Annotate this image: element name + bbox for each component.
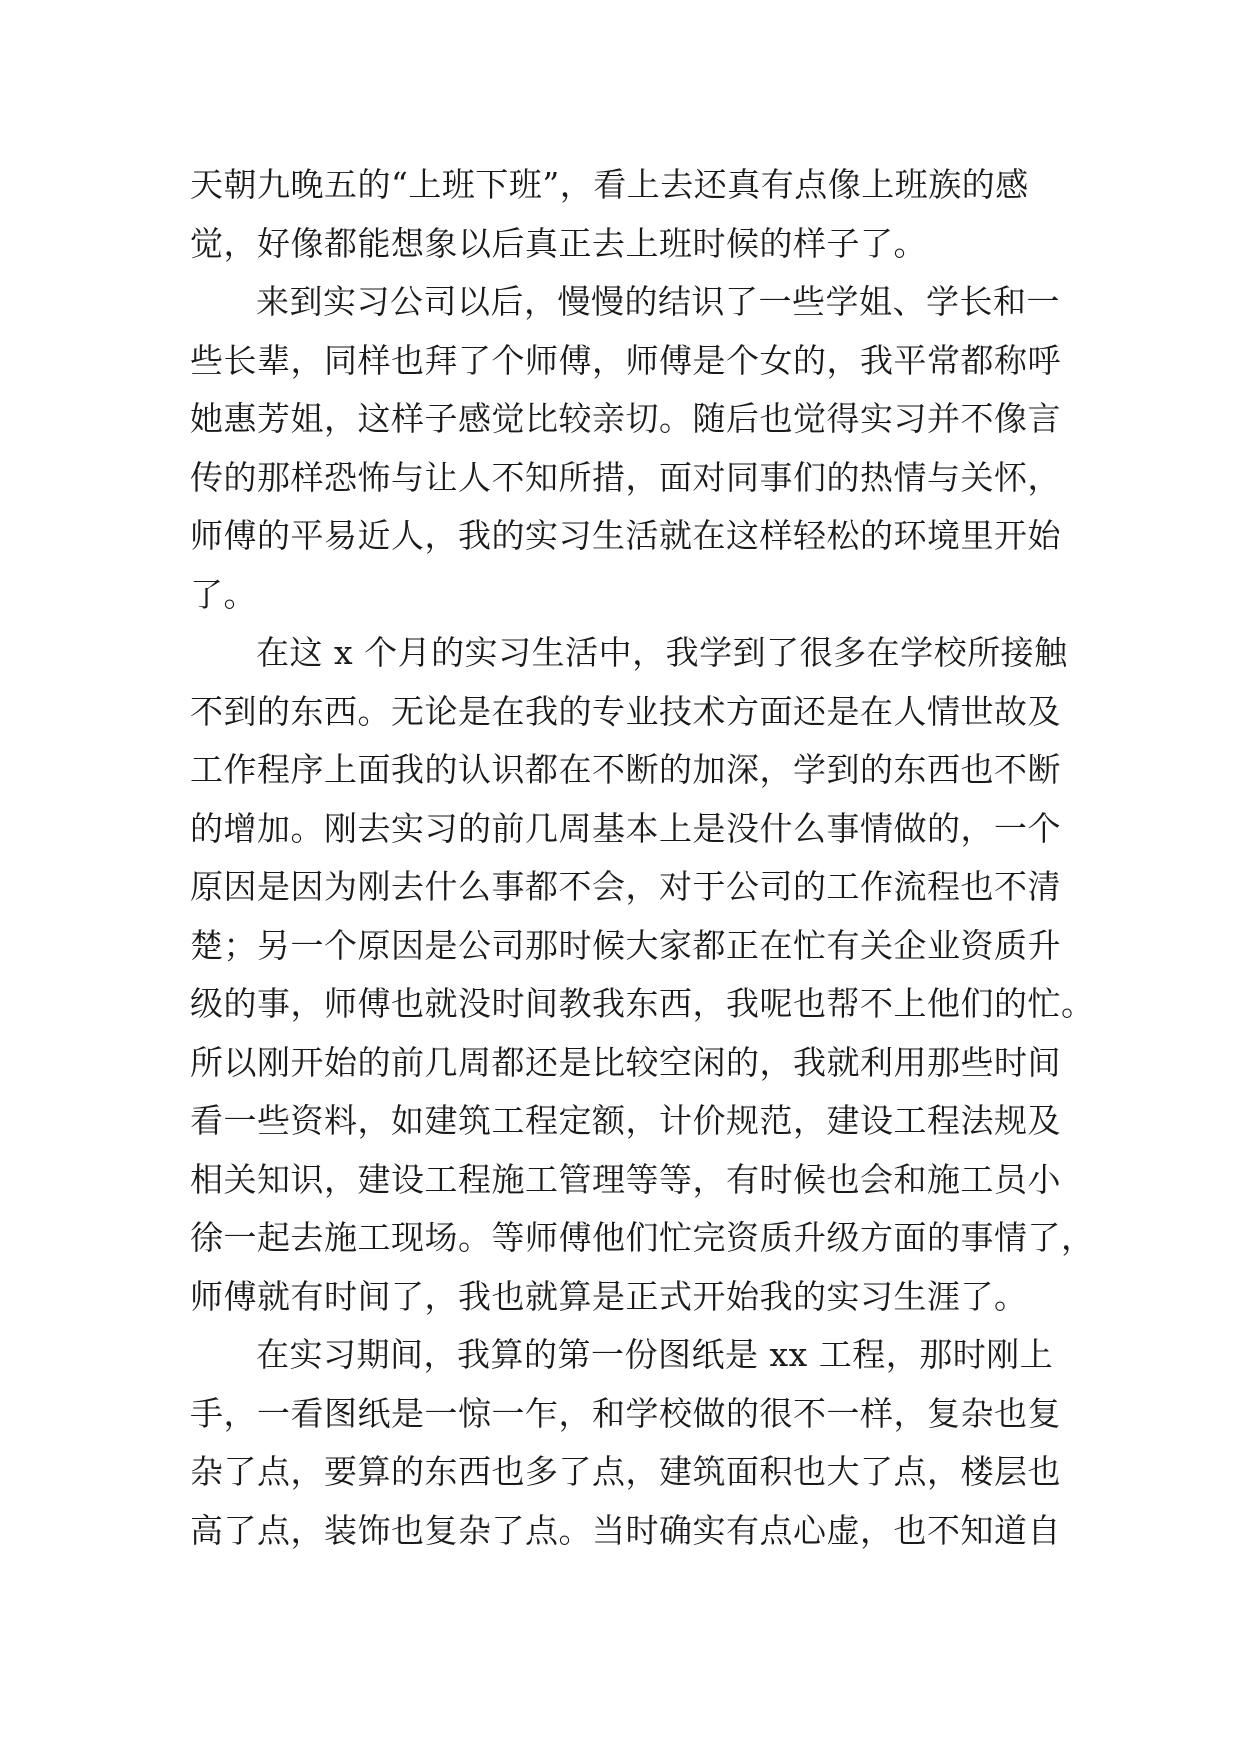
text-line: 原因是因为刚去什么事都不会，对于公司的工作流程也不清 xyxy=(190,867,1061,906)
text-line: 级的事，师傅也就没时间教我东西，我呢也帮不上他们的忙。 xyxy=(190,984,1095,1023)
text-line: 的增加。刚去实习的前几周基本上是没什么事情做的，一个 xyxy=(190,808,1061,848)
text-line: 所以刚开始的前几周都还是比较空闲的，我就利用那些时间 xyxy=(190,1042,1061,1082)
paragraph-first-line: 在这 x 个月的实习生活中，我学到了很多在学校所接触 xyxy=(256,633,1068,672)
paragraph-first-line: 在实习期间，我算的第一份图纸是 xx 工程，那时刚上 xyxy=(256,1335,1054,1374)
text-line: 师傅的平易近人，我的实习生活就在这样轻松的环境里开始 xyxy=(190,516,1061,555)
text-line: 楚；另一个原因是公司那时候大家都正在忙有关企业资质升 xyxy=(190,925,1061,965)
text-line: 杂了点，要算的东西也多了点，建筑面积也大了点，楼层也 xyxy=(190,1452,1061,1491)
text-line: 些长辈，同样也拜了个师傅，师傅是个女的，我平常都称呼 xyxy=(190,340,1061,380)
text-line: 徐一起去施工现场。等师傅他们忙完资质升级方面的事情了， xyxy=(190,1218,1095,1257)
text-line: 师傅就有时间了，我也就算是正式开始我的实习生涯了。 xyxy=(190,1276,1028,1316)
text-line: 不到的东西。无论是在我的专业技术方面还是在人情世故及 xyxy=(190,691,1061,731)
text-line: 天朝九晚五的“上班下班”，看上去还真有点像上班族的感 xyxy=(190,165,1029,204)
paragraph-first-line: 来到实习公司以后，慢慢的结识了一些学姐、学长和一 xyxy=(256,282,1060,321)
text-line: 看一些资料，如建筑工程定额，计价规范，建设工程法规及 xyxy=(190,1101,1061,1140)
text-line: 传的那样恐怖与让人不知所措，面对同事们的热情与关怀， xyxy=(190,457,1061,497)
text-line: 高了点，装饰也复杂了点。当时确实有点心虚，也不知道自 xyxy=(190,1510,1061,1550)
text-line: 工作程序上面我的认识都在不断的加深，学到的东西也不断 xyxy=(190,750,1061,789)
text-line: 了。 xyxy=(190,574,257,614)
body-text xyxy=(190,156,1095,1560)
text-line: 相关知识，建设工程施工管理等等，有时候也会和施工员小 xyxy=(190,1159,1061,1199)
text-line: 觉，好像都能想象以后真正去上班时候的样子了。 xyxy=(190,223,927,263)
text-line: 她惠芳姐，这样子感觉比较亲切。随后也觉得实习并不像言 xyxy=(190,399,1061,438)
text-line: 手，一看图纸是一惊一乍，和学校做的很不一样，复杂也复 xyxy=(190,1393,1061,1433)
